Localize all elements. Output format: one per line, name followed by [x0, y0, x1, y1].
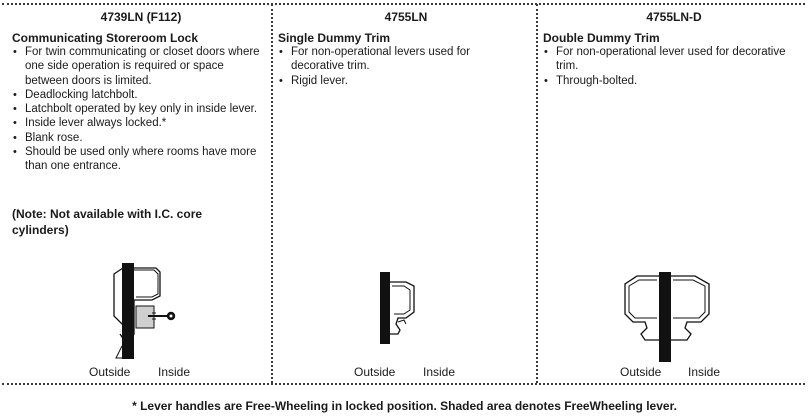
function-column-4739ln	[12, 10, 270, 380]
function-name: Communicating Storeroom Lock	[12, 31, 199, 45]
double-dummy-trim-diagram	[611, 266, 741, 366]
column-divider-2	[536, 4, 538, 383]
availability-note: (Note: Not available with I.C. core cylinders)	[12, 207, 203, 237]
inside-label: Inside	[158, 365, 191, 379]
feature-item: • Blank rose.	[12, 131, 268, 145]
footnote: * Lever handles are Free-Wheeling in locked position. Shaded area denotes FreeWheeling lever.	[132, 399, 677, 413]
top-divider	[2, 3, 805, 5]
feature-item: • Should be used only where rooms have more than one entrance.	[12, 145, 268, 174]
model-number: 4755LN	[384, 10, 428, 24]
function-name: Single Dummy Trim	[278, 31, 391, 45]
feature-item: • For non-operational lever used for decorative trim.	[543, 45, 799, 74]
column-divider-1	[271, 4, 273, 383]
communicating-storeroom-lock-diagram	[94, 260, 214, 360]
function-name: Double Dummy Trim	[543, 31, 660, 45]
feature-item: • Latchbolt operated by key only in inside lever.	[12, 102, 268, 116]
model-number: 4755LN-D	[646, 10, 702, 24]
feature-item: • For twin communicating or closet doors where one side operation is required or space between doors is limited.	[12, 45, 268, 88]
model-number: 4739LN (F112)	[100, 10, 182, 24]
feature-list	[12, 45, 268, 174]
feature-item: • For non-operational levers used for decorative trim.	[278, 45, 498, 74]
function-column-4755ln-d	[543, 10, 805, 380]
outside-label: Outside	[354, 365, 396, 379]
feature-list	[543, 45, 799, 88]
feature-item: • Deadlocking latchbolt.	[12, 88, 268, 102]
feature-item: • Rigid lever.	[278, 74, 498, 88]
bottom-divider	[2, 383, 805, 385]
single-dummy-trim-diagram	[376, 272, 456, 352]
outside-label: Outside	[620, 365, 662, 379]
feature-item: • Through-bolted.	[543, 74, 799, 88]
function-column-4755ln	[278, 10, 534, 380]
outside-label: Outside	[89, 365, 131, 379]
feature-item: • Inside lever always locked.*	[12, 116, 268, 130]
feature-list	[278, 45, 498, 88]
inside-label: Inside	[688, 365, 721, 379]
inside-label: Inside	[423, 365, 456, 379]
